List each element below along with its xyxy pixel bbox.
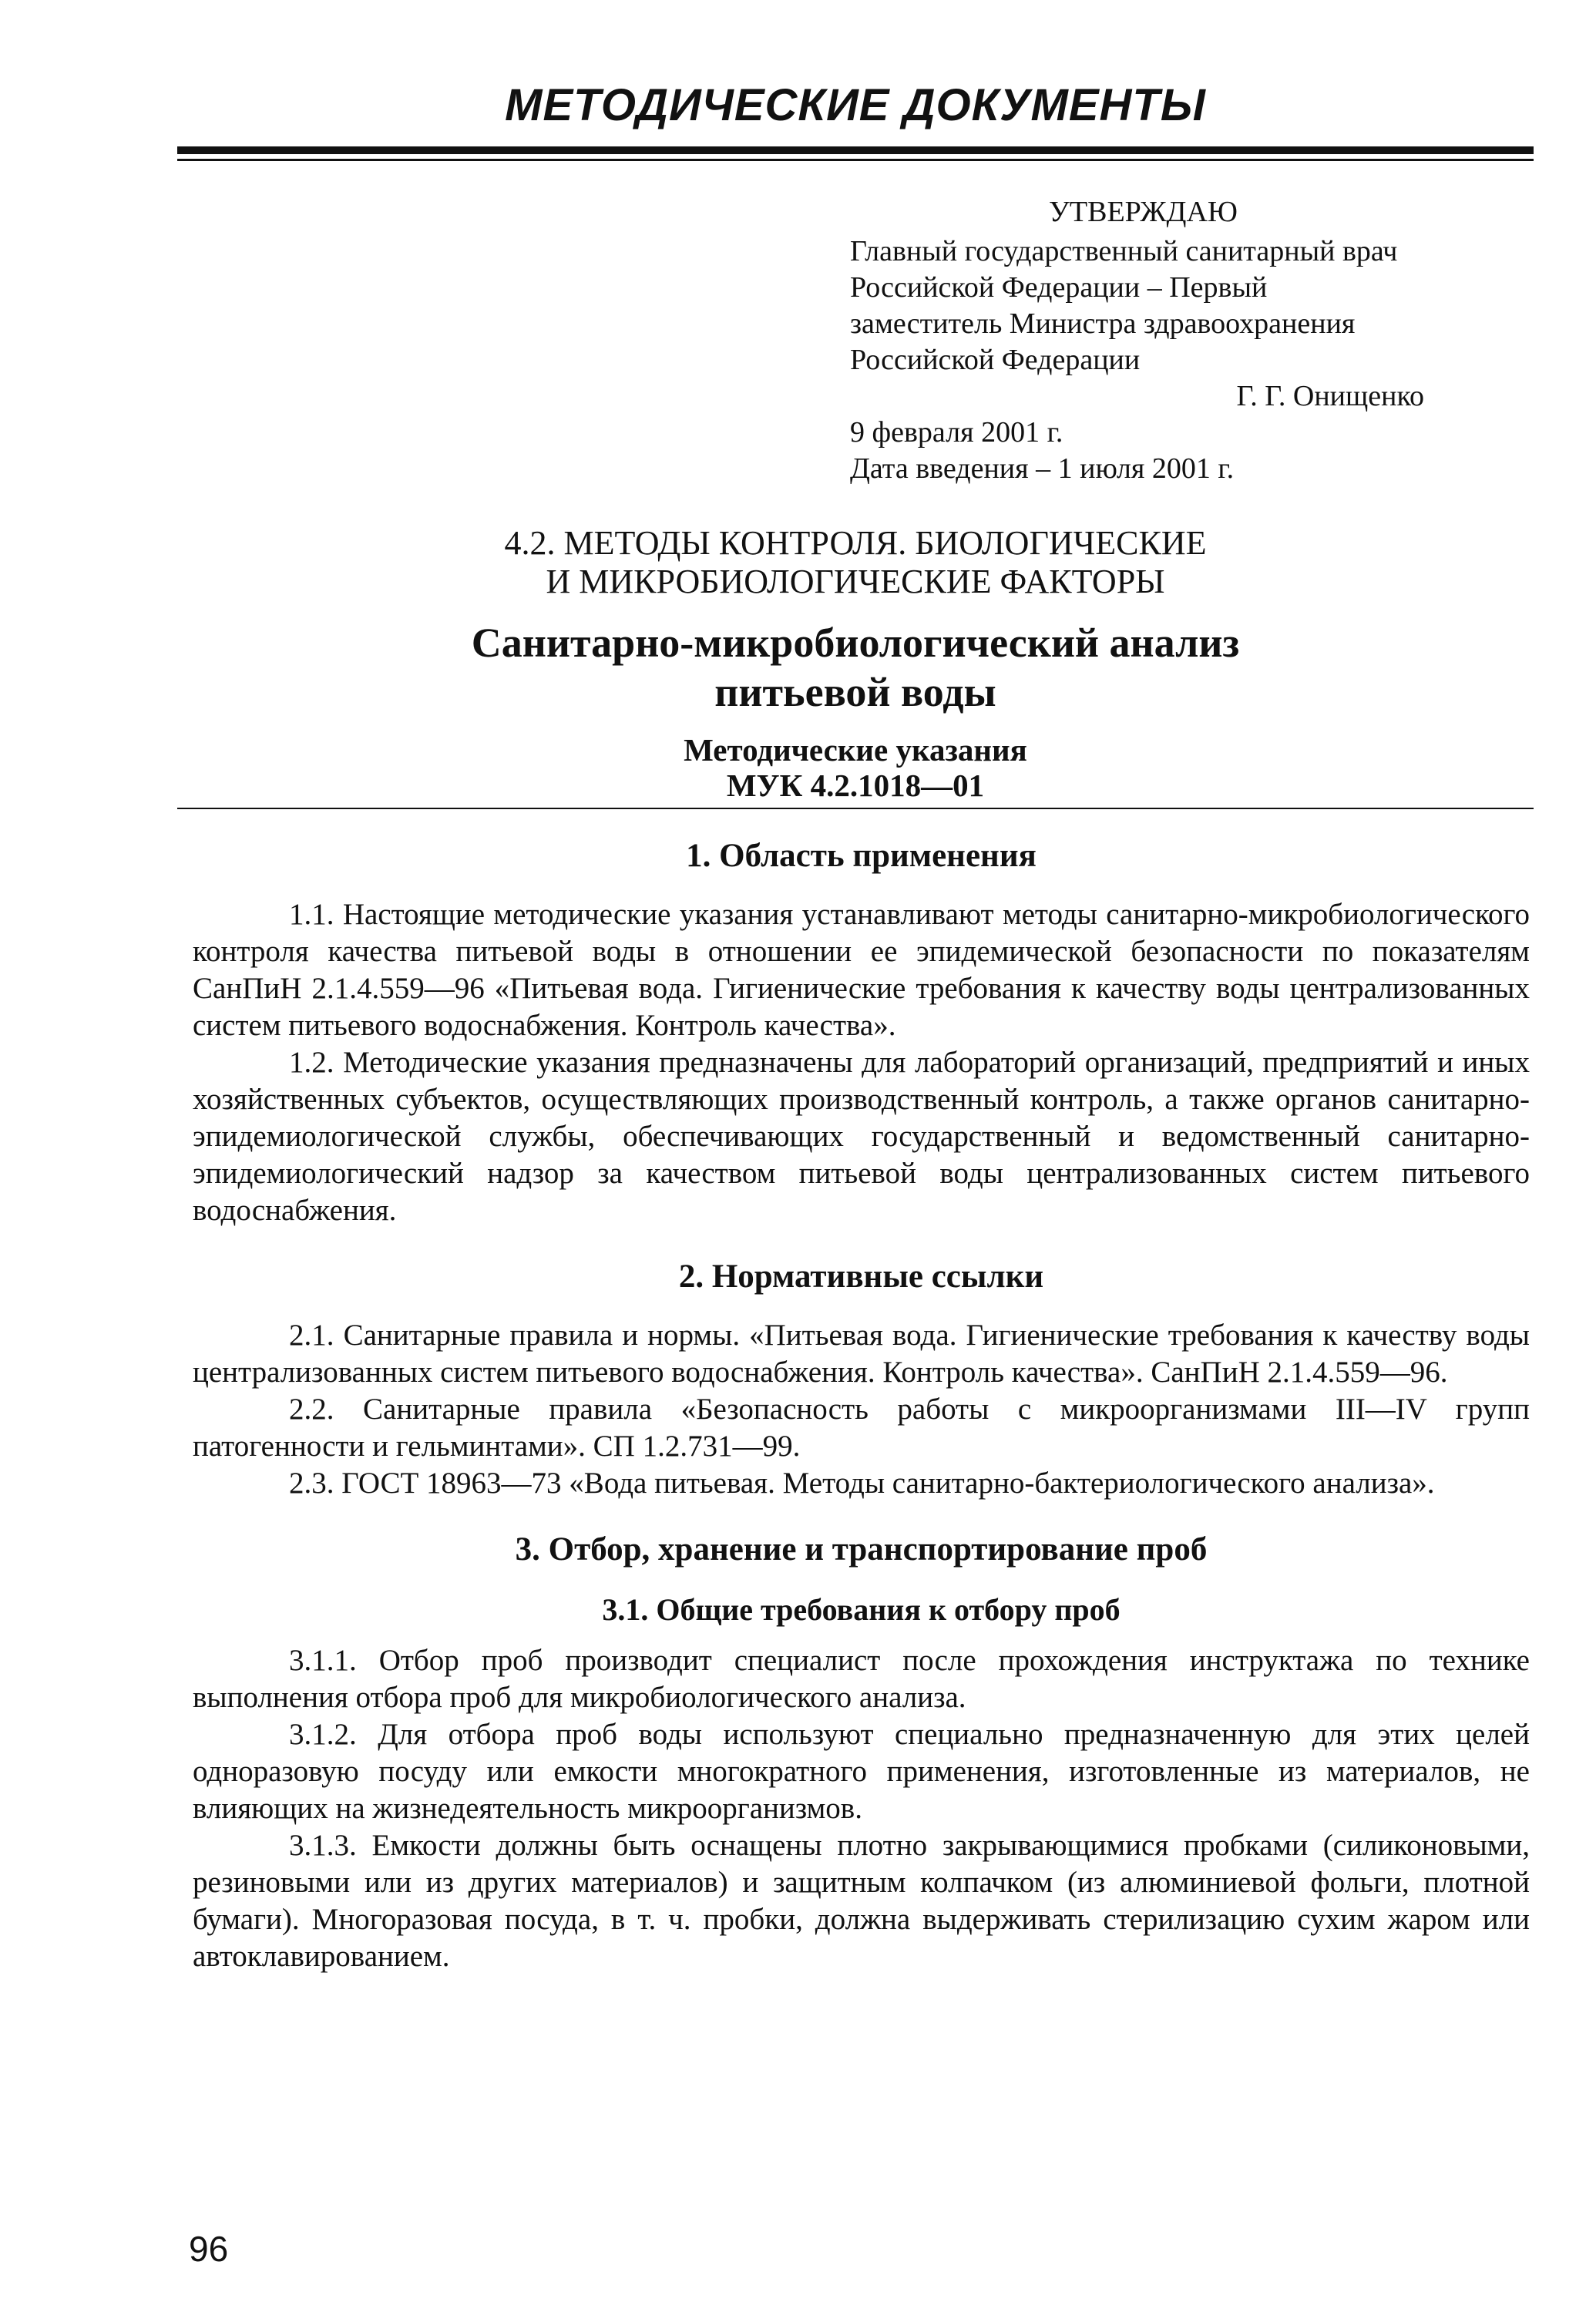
running-header: МЕТОДИЧЕСКИЕ ДОКУМЕНТЫ [505,80,1206,130]
title-block [177,524,1534,803]
approval-date: 9 февраля 2001 г. [850,416,1063,449]
section-caption-line1: 4.2. МЕТОДЫ КОНТРОЛЯ. БИОЛОГИЧЕСКИЕ [504,524,1207,562]
title-rule [177,808,1534,809]
paragraph: 2.3. ГОСТ 18963—73 «Вода питьевая. Методы санитарно-бактериологического анализа». [289,1467,1435,1500]
section-heading-scope: 1. Область применения [686,838,1037,874]
paragraph: 2.1. Санитарные правила и нормы. «Питьевая вода. Гигиенические требования к качеству воды централизованных систем питьевого водоснабжения. Контроль качества». СанПиН 2.1.4.559—96. [193,1319,1530,1389]
page-number: 96 [189,2229,229,2269]
paragraph: 1.2. Методические указания предназначены для лабораторий организаций, предприятий и иных хозяйственных субъектов, осуществляющих производственный контроль, а также органов санитарно-эпидемиологической службы, обеспечивающих государственный и ведомственный санитарно-эпидемиологический надзор за качеством питьевой воды централизованных систем питьевого водоснабжения. [193,1046,1530,1227]
document-subtitle: Методические указания [684,732,1027,768]
paragraph: 3.1.1. Отбор проб производит специалист после прохождения инструктажа по технике выполнения отбора проб для микробиологического анализа. [193,1644,1530,1714]
approval-line: Главный государственный санитарный врач [850,235,1398,267]
document-code: МУК 4.2.1018—01 [726,768,985,803]
approval-line: Российской Федерации – Первый [850,271,1268,304]
approval-line: Российской Федерации [850,344,1141,376]
paragraph: 1.1. Настоящие методические указания устанавливают методы санитарно-микробиологического контроля качества питьевой воды в отношении ее эпидемической безопасности по показателям СанПиН 2.1.4.559—96 «Питьевая вода. Гигиенические требования к качеству воды централизованных систем питьевого водоснабжения. Контроль качества». [193,898,1530,1042]
section-caption-line2: И МИКРОБИОЛОГИЧЕСКИЕ ФАКТОРЫ [546,563,1165,600]
document-body [193,836,1530,1975]
approval-signer: Г. Г. Онищенко [1236,380,1424,412]
document-title-line2: питьевой воды [714,669,996,715]
document-title-line1: Санитарно-микробиологический анализ [471,620,1240,666]
paragraph: 3.1.2. Для отбора проб воды используют специально предназначенную для этих целей одноразовую посуду или емкости многократного применения, изготовленные из материалов, не влияющих на жизнедеятельность микроорганизмов. [193,1718,1530,1825]
section-heading-references: 2. Нормативные ссылки [678,1258,1044,1295]
approval-heading: УТВЕРЖДАЮ [1049,196,1238,228]
subsection-heading: 3.1. Общие требования к отбору проб [602,1592,1121,1627]
approval-intro-date: Дата введения – 1 июля 2001 г. [850,452,1235,485]
header-rule-thin [177,159,1534,161]
approval-line: заместитель Министра здравоохранения [850,307,1356,340]
approval-block [850,194,1482,487]
section-heading-sampling: 3. Отбор, хранение и транспортирование проб [515,1531,1208,1568]
header-rule-thick [177,146,1534,154]
paragraph: 2.2. Санитарные правила «Безопасность работы с микроорганизмами III—IV групп патогенности и гельминтами». СП 1.2.731—99. [193,1393,1530,1463]
paragraph: 3.1.3. Емкости должны быть оснащены плотно закрывающимися пробками (силиконовыми, резиновыми или из других материалов) и защитным колпачком (из алюминиевой фольги, плотной бумаги). Многоразовая посуда, в т. ч. пробки, должна выдерживать стерилизацию сухим жаром или автоклавированием. [193,1829,1530,1973]
